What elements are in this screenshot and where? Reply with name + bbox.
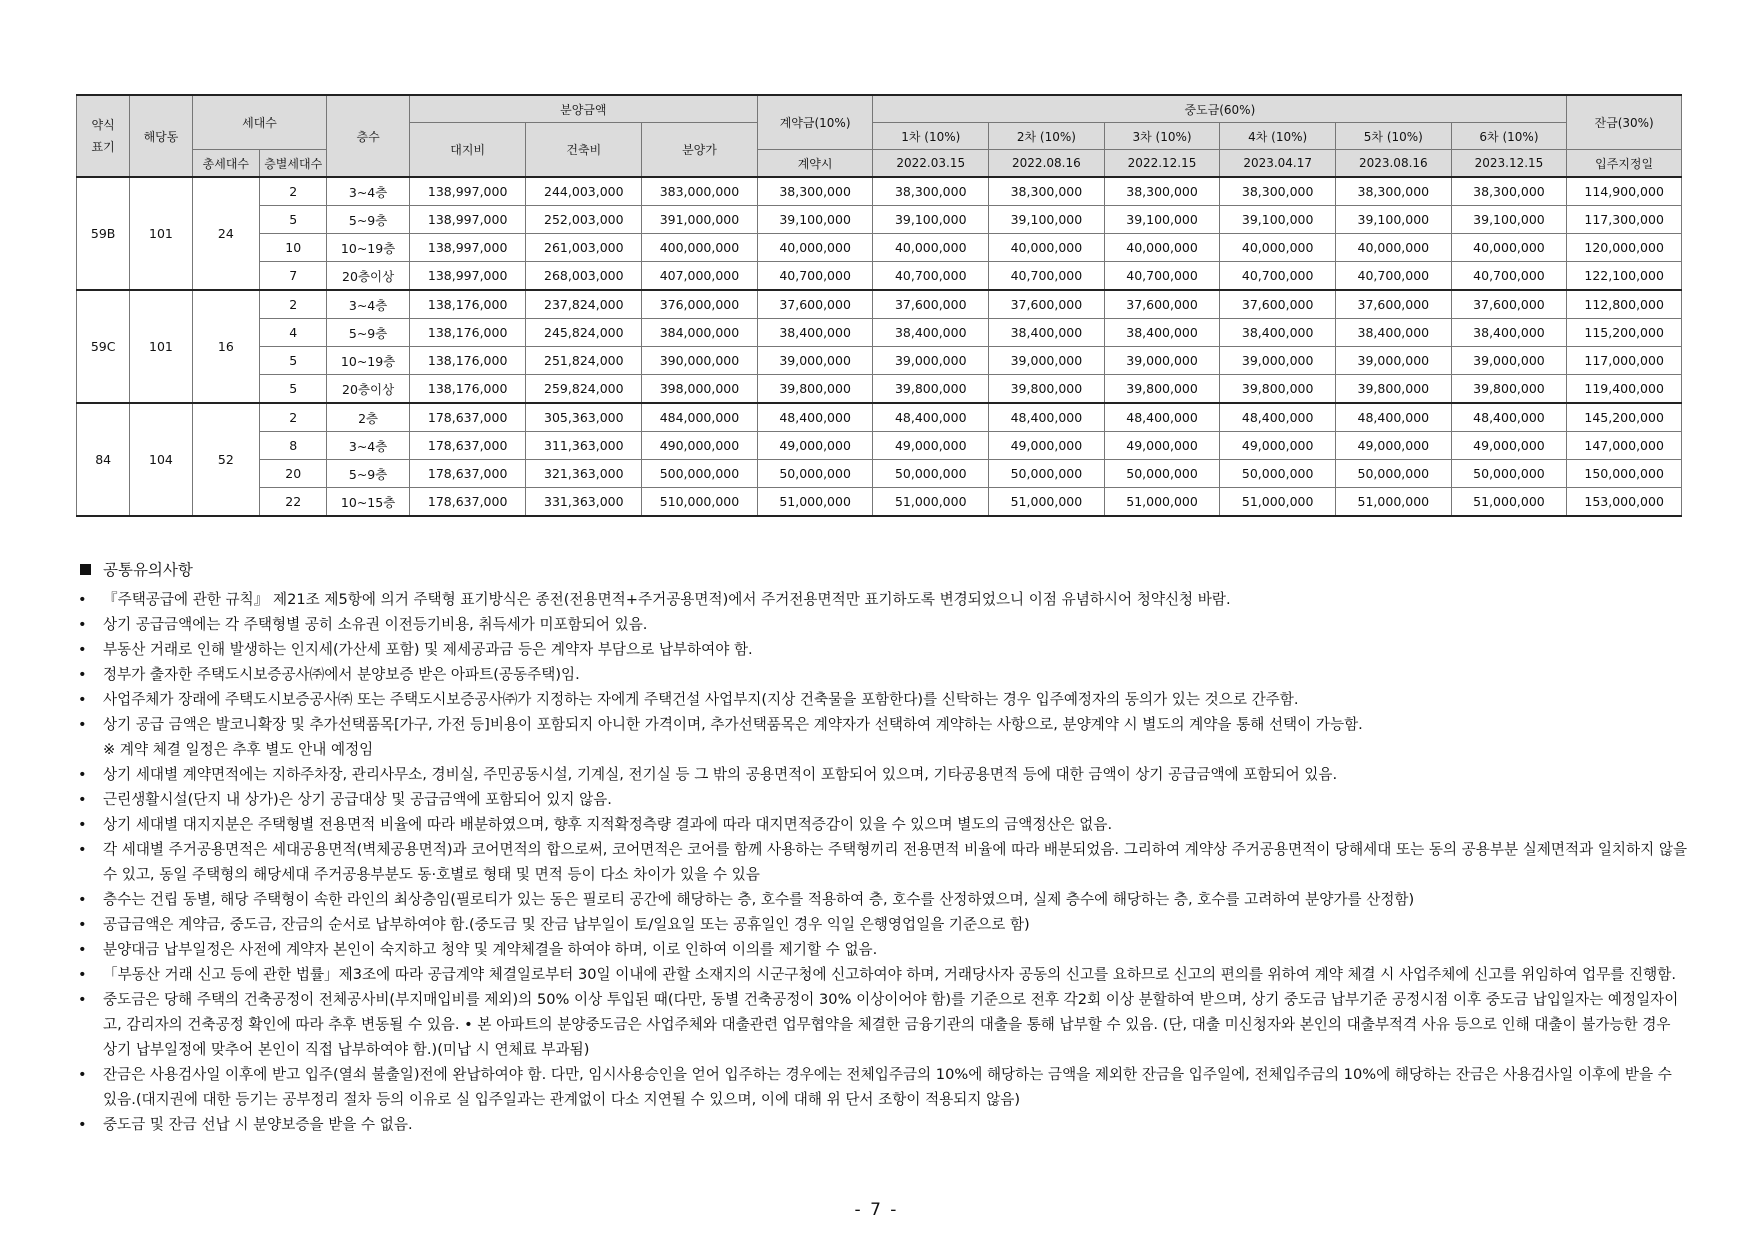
note-text: 상기 공급 금액은 발코니확장 및 추가선택품목[가구, 가전 등]비용이 포함되지 아니한 가격이며, 추가선택품목은 계약자가 선택하여 계약하는 사항으로, 분양계약 시 별도의 계약을 통해 선택이 가능함.: [103, 716, 1363, 733]
installment-cell: 39,100,000: [873, 206, 989, 234]
installment-cell: 38,400,000: [989, 319, 1105, 347]
building-cost-cell: 251,824,000: [526, 347, 642, 375]
header-households: 세대수: [192, 95, 327, 150]
installment-cell: 38,400,000: [873, 319, 989, 347]
installment-cell: 39,100,000: [1220, 206, 1336, 234]
installment-cell: 39,800,000: [1336, 375, 1452, 404]
header-installment-date: 2023.04.17: [1220, 150, 1336, 178]
supply-price-table: [76, 94, 1682, 517]
installment-cell: 37,600,000: [989, 290, 1105, 319]
floor-households-cell: 7: [260, 262, 327, 291]
note-text: 분양대금 납부일정은 사전에 계약자 본인이 숙지하고 청약 및 계약체결을 하여야 하며, 이로 인하여 이의를 제기할 수 없음.: [103, 941, 878, 958]
installment-cell: 51,000,000: [1336, 488, 1452, 517]
installment-cell: 51,000,000: [989, 488, 1105, 517]
note-item: [76, 612, 1688, 637]
installment-cell: 48,400,000: [989, 403, 1105, 432]
header-floor-households: 층별세대수: [260, 150, 327, 178]
header-building: 해당동: [130, 95, 192, 177]
floor-households-cell: 10: [260, 234, 327, 262]
table-row: [77, 262, 1682, 291]
installment-cell: 40,700,000: [1336, 262, 1452, 291]
note-text: 사업주체가 장래에 주택도시보증공사㈜ 또는 주택도시보증공사㈜가 지정하는 자에게 주택건설 사업부지(지상 건축물을 포함한다)를 신탁하는 경우 입주예정자의 동의가 있는 것으로 간주함.: [103, 691, 1299, 708]
floor-range-cell: 2층: [327, 403, 409, 432]
type-cell: 84: [77, 403, 130, 516]
note-text: 정부가 출자한 주택도시보증공사㈜에서 분양보증 받은 아파트(공동주택)임.: [103, 666, 580, 683]
balance-cell: 150,000,000: [1567, 460, 1682, 488]
type-cell: 59C: [77, 290, 130, 403]
table-row: [77, 460, 1682, 488]
building-cost-cell: 321,363,000: [526, 460, 642, 488]
building-cost-cell: 331,363,000: [526, 488, 642, 517]
installment-cell: 40,700,000: [1104, 262, 1220, 291]
land-cost-cell: 138,997,000: [409, 262, 526, 291]
table-body: [77, 177, 1682, 516]
installment-cell: 51,000,000: [1220, 488, 1336, 517]
installment-cell: 48,400,000: [873, 403, 989, 432]
header-installment-label: 5차 (10%): [1336, 123, 1452, 150]
deposit-cell: 37,600,000: [757, 290, 873, 319]
installment-cell: 50,000,000: [1336, 460, 1452, 488]
installment-cell: 38,300,000: [873, 177, 989, 206]
floor-range-cell: 20층이상: [327, 375, 409, 404]
floor-households-cell: 5: [260, 206, 327, 234]
deposit-cell: 39,000,000: [757, 347, 873, 375]
floor-range-cell: 10~15층: [327, 488, 409, 517]
installment-cell: 51,000,000: [1104, 488, 1220, 517]
header-installment-label: 2차 (10%): [989, 123, 1105, 150]
installment-cell: 38,300,000: [989, 177, 1105, 206]
installment-cell: 50,000,000: [1220, 460, 1336, 488]
header-type-label: 약식 표기: [77, 95, 130, 177]
installment-cell: 37,600,000: [1104, 290, 1220, 319]
header-installment-date: 2022.03.15: [873, 150, 989, 178]
table-row: [77, 403, 1682, 432]
note-item: [76, 1062, 1688, 1112]
floor-households-cell: 8: [260, 432, 327, 460]
sale-price-cell: 510,000,000: [642, 488, 758, 517]
sale-price-cell: 398,000,000: [642, 375, 758, 404]
header-balance-when: 입주지정일: [1567, 150, 1682, 178]
installment-cell: 39,000,000: [989, 347, 1105, 375]
installment-cell: 39,000,000: [1336, 347, 1452, 375]
sale-price-cell: 390,000,000: [642, 347, 758, 375]
notes-heading: [76, 558, 1688, 585]
note-text: 『주택공급에 관한 규칙』 제21조 제5항에 의거 주택형 표기방식은 종전(전용면적+주거공용면적)에서 주거전용면적만 표기하도록 변경되었으니 이점 유념하시어 청약신청 바람.: [103, 591, 1231, 608]
floor-range-cell: 3~4층: [327, 432, 409, 460]
land-cost-cell: 138,176,000: [409, 375, 526, 404]
installment-cell: 40,000,000: [873, 234, 989, 262]
installment-cell: 39,000,000: [873, 347, 989, 375]
floor-households-cell: 2: [260, 290, 327, 319]
header-deposit: 계약금(10%): [757, 95, 873, 150]
floor-range-cell: 3~4층: [327, 177, 409, 206]
installment-cell: 38,400,000: [1451, 319, 1567, 347]
installment-cell: 38,400,000: [1104, 319, 1220, 347]
installment-cell: 40,700,000: [1451, 262, 1567, 291]
installment-cell: 39,000,000: [1104, 347, 1220, 375]
note-text: 중도금은 당해 주택의 건축공정이 전체공사비(부지매입비를 제외)의 50% 이상 투입된 때(다만, 동별 건축공정이 30% 이상이어야 함)를 기준으로 전후 각2회 이상 분할하여 받으며, 상기 중도금 납부기준 공정시점 이후 중도금 납입일자는 예정일자이고, 감리자의 건축공정 확인에 따라 추후 변동될 수 있음. • 본 아파트의 분양중도금은 사업주체와 대출관련 업무협약을 체결한 금융기관의 대출을 통해 납부할 수 있음. (단, 대출 미신청자와 본인의 대출부적격 사유 등으로 인해 대출이 불가능한 경우 상기 납부일정에 맞추어 본인이 직접 납부하여야 함.)(미납 시 연체료 부과됨): [103, 991, 1679, 1058]
sale-price-cell: 391,000,000: [642, 206, 758, 234]
total-households-cell: 16: [192, 290, 259, 403]
note-item: [76, 887, 1688, 912]
installment-cell: 51,000,000: [873, 488, 989, 517]
note-item: [76, 987, 1688, 1062]
total-households-cell: 52: [192, 403, 259, 516]
table-row: [77, 206, 1682, 234]
note-text: 공급금액은 계약금, 중도금, 잔금의 순서로 납부하여야 함.(중도금 및 잔금 납부일이 토/일요일 또는 공휴일인 경우 익일 은행영업일을 기준으로 함): [103, 916, 1030, 933]
installment-cell: 39,800,000: [1451, 375, 1567, 404]
installment-cell: 38,400,000: [1336, 319, 1452, 347]
installment-cell: 38,400,000: [1220, 319, 1336, 347]
installment-cell: 48,400,000: [1336, 403, 1452, 432]
header-sale-price: 분양금액: [409, 95, 757, 123]
installment-cell: 38,300,000: [1336, 177, 1452, 206]
table-row: [77, 375, 1682, 404]
installment-cell: 38,300,000: [1220, 177, 1336, 206]
table-row: [77, 488, 1682, 517]
floor-households-cell: 22: [260, 488, 327, 517]
land-cost-cell: 138,997,000: [409, 234, 526, 262]
building-cost-cell: 268,003,000: [526, 262, 642, 291]
balance-cell: 117,300,000: [1567, 206, 1682, 234]
installment-cell: 39,100,000: [989, 206, 1105, 234]
note-text: 상기 세대별 계약면적에는 지하주차장, 관리사무소, 경비실, 주민공동시설, 기계실, 전기실 등 그 밖의 공용면적이 포함되어 있으며, 기타공용면적 등에 대한 금액이 상기 공급금액에 포함되어 있음.: [103, 766, 1338, 783]
balance-cell: 117,000,000: [1567, 347, 1682, 375]
note-text: 중도금 및 잔금 선납 시 분양보증을 받을 수 없음.: [103, 1116, 413, 1133]
type-cell: 59B: [77, 177, 130, 290]
header-floors: 층수: [327, 95, 409, 177]
installment-cell: 40,000,000: [1336, 234, 1452, 262]
land-cost-cell: 138,997,000: [409, 206, 526, 234]
note-item: [76, 762, 1688, 787]
building-cost-cell: 237,824,000: [526, 290, 642, 319]
sale-price-cell: 400,000,000: [642, 234, 758, 262]
table-row: [77, 347, 1682, 375]
note-item: [76, 1112, 1688, 1137]
common-notes-section: [76, 558, 1688, 1137]
land-cost-cell: 138,176,000: [409, 319, 526, 347]
installment-cell: 37,600,000: [1336, 290, 1452, 319]
installment-cell: 40,700,000: [989, 262, 1105, 291]
note-item: [76, 662, 1688, 687]
installment-cell: 37,600,000: [1220, 290, 1336, 319]
installment-cell: 50,000,000: [1451, 460, 1567, 488]
installment-cell: 49,000,000: [1104, 432, 1220, 460]
deposit-cell: 50,000,000: [757, 460, 873, 488]
floor-range-cell: 3~4층: [327, 290, 409, 319]
table-row: [77, 290, 1682, 319]
floor-households-cell: 2: [260, 403, 327, 432]
building-cell: 101: [130, 177, 192, 290]
header-installment-label: 6차 (10%): [1451, 123, 1567, 150]
land-cost-cell: 138,176,000: [409, 347, 526, 375]
header-deposit-when: 계약시: [757, 150, 873, 178]
deposit-cell: 40,000,000: [757, 234, 873, 262]
land-cost-cell: 178,637,000: [409, 488, 526, 517]
building-cell: 104: [130, 403, 192, 516]
floor-range-cell: 5~9층: [327, 460, 409, 488]
table-row: [77, 319, 1682, 347]
installment-cell: 39,100,000: [1451, 206, 1567, 234]
installment-cell: 37,600,000: [1451, 290, 1567, 319]
header-installment-label: 1차 (10%): [873, 123, 989, 150]
notes-list: [76, 587, 1688, 1137]
note-item: [76, 587, 1688, 612]
building-cost-cell: 311,363,000: [526, 432, 642, 460]
floor-range-cell: 5~9층: [327, 319, 409, 347]
land-cost-cell: 138,997,000: [409, 177, 526, 206]
installment-cell: 49,000,000: [1336, 432, 1452, 460]
building-cost-cell: 305,363,000: [526, 403, 642, 432]
installment-cell: 50,000,000: [873, 460, 989, 488]
installment-cell: 49,000,000: [989, 432, 1105, 460]
notes-heading-text: 공통유의사항: [103, 561, 193, 579]
installment-cell: 38,300,000: [1451, 177, 1567, 206]
table-row: [77, 177, 1682, 206]
header-installment-label: 4차 (10%): [1220, 123, 1336, 150]
building-cell: 101: [130, 290, 192, 403]
header-total-households: 총세대수: [192, 150, 259, 178]
header-installment-label: 3차 (10%): [1104, 123, 1220, 150]
installment-cell: 39,800,000: [1220, 375, 1336, 404]
balance-cell: 145,200,000: [1567, 403, 1682, 432]
building-cost-cell: 245,824,000: [526, 319, 642, 347]
installment-cell: 39,800,000: [873, 375, 989, 404]
deposit-cell: 51,000,000: [757, 488, 873, 517]
installment-cell: 39,100,000: [1336, 206, 1452, 234]
note-item: [76, 712, 1688, 762]
deposit-cell: 39,100,000: [757, 206, 873, 234]
balance-cell: 115,200,000: [1567, 319, 1682, 347]
balance-cell: 112,800,000: [1567, 290, 1682, 319]
sale-price-cell: 384,000,000: [642, 319, 758, 347]
installment-cell: 51,000,000: [1451, 488, 1567, 517]
total-households-cell: 24: [192, 177, 259, 290]
installment-cell: 39,800,000: [989, 375, 1105, 404]
installment-cell: 39,100,000: [1104, 206, 1220, 234]
note-text: 각 세대별 주거공용면적은 세대공용면적(벽체공용면적)과 코어면적의 합으로써, 코어면적은 코어를 함께 사용하는 주택형끼리 전용면적 비율에 따라 배분되었음. 그리하여 계약상 주거공용면적이 당해세대 또는 동의 공용부분 실제면적과 일치하지 않을 수 있고, 동일 주택형의 해당세대 주거공용부분도 동·호별로 형태 및 면적 등이 다소 차이가 있을 수 있음: [103, 841, 1688, 883]
note-item: [76, 937, 1688, 962]
installment-cell: 48,400,000: [1104, 403, 1220, 432]
balance-cell: 120,000,000: [1567, 234, 1682, 262]
note-text: 부동산 거래로 인해 발생하는 인지세(가산세 포함) 및 제세공과금 등은 계약자 부담으로 납부하여야 함.: [103, 641, 753, 658]
floor-households-cell: 20: [260, 460, 327, 488]
floor-range-cell: 20층이상: [327, 262, 409, 291]
header-balance: 잔금(30%): [1567, 95, 1682, 150]
header-installment-date: 2022.08.16: [989, 150, 1105, 178]
note-text: 상기 세대별 대지지분은 주택형별 전용면적 비율에 따라 배분하였으며, 향후 지적확정측량 결과에 따라 대지면적증감이 있을 수 있으며 별도의 금액정산은 없음.: [103, 816, 1113, 833]
deposit-cell: 39,800,000: [757, 375, 873, 404]
installment-cell: 39,000,000: [1220, 347, 1336, 375]
note-item: [76, 787, 1688, 812]
deposit-cell: 40,700,000: [757, 262, 873, 291]
installment-cell: 39,000,000: [1451, 347, 1567, 375]
floor-households-cell: 5: [260, 347, 327, 375]
table-header: [77, 95, 1682, 177]
installment-cell: 40,000,000: [1451, 234, 1567, 262]
page-number: - 7 -: [854, 1200, 899, 1220]
deposit-cell: 38,400,000: [757, 319, 873, 347]
table-row: [77, 234, 1682, 262]
building-cost-cell: 252,003,000: [526, 206, 642, 234]
deposit-cell: 48,400,000: [757, 403, 873, 432]
table-row: [77, 432, 1682, 460]
note-subtext: ※ 계약 체결 일정은 추후 별도 안내 예정임: [103, 741, 374, 758]
note-text: 층수는 건립 동별, 해당 주택형이 속한 라인의 최상층임(필로티가 있는 동은 필로티 공간에 해당하는 층, 호수를 적용하여 층, 호수를 산정하였으며, 실제 층수에 해당하는 층, 호수를 고려하여 분양가를 산정함): [103, 891, 1415, 908]
note-item: [76, 812, 1688, 837]
installment-cell: 49,000,000: [1220, 432, 1336, 460]
installment-cell: 50,000,000: [989, 460, 1105, 488]
installment-cell: 40,000,000: [989, 234, 1105, 262]
land-cost-cell: 178,637,000: [409, 403, 526, 432]
building-cost-cell: 259,824,000: [526, 375, 642, 404]
balance-cell: 147,000,000: [1567, 432, 1682, 460]
sale-price-cell: 383,000,000: [642, 177, 758, 206]
installment-cell: 48,400,000: [1220, 403, 1336, 432]
header-land-cost: 대지비: [409, 123, 526, 178]
header-middle-payment: 중도금(60%): [873, 95, 1567, 123]
building-cost-cell: 261,003,000: [526, 234, 642, 262]
floor-range-cell: 10~19층: [327, 234, 409, 262]
square-bullet-icon: [80, 564, 91, 575]
sale-price-cell: 500,000,000: [642, 460, 758, 488]
installment-cell: 49,000,000: [1451, 432, 1567, 460]
installment-cell: 40,000,000: [1104, 234, 1220, 262]
header-installment-date: 2022.12.15: [1104, 150, 1220, 178]
note-text: 잔금은 사용검사일 이후에 받고 입주(열쇠 불출일)전에 완납하여야 함. 다만, 임시사용승인을 얻어 입주하는 경우에는 전체입주금의 10%에 해당하는 금액을 제외한 잔금을 입주일에, 전체입주금의 10%에 해당하는 잔금은 사용검사일 이후에 받을 수 있음.(대지권에 대한 등기는 공부정리 절차 등의 이유로 실 입주일과는 관계없이 다소 지연될 수 있으며, 이에 대해 위 단서 조항이 적용되지 않음): [103, 1066, 1672, 1108]
note-text: 근린생활시설(단지 내 상가)은 상기 공급대상 및 공급금액에 포함되어 있지 않음.: [103, 791, 612, 808]
installment-cell: 50,000,000: [1104, 460, 1220, 488]
balance-cell: 153,000,000: [1567, 488, 1682, 517]
header-sale-price-total: 분양가: [642, 123, 758, 178]
sale-price-cell: 407,000,000: [642, 262, 758, 291]
land-cost-cell: 138,176,000: [409, 290, 526, 319]
installment-cell: 48,400,000: [1451, 403, 1567, 432]
note-item: [76, 962, 1688, 987]
sale-price-cell: 484,000,000: [642, 403, 758, 432]
installment-cell: 40,000,000: [1220, 234, 1336, 262]
installment-cell: 39,800,000: [1104, 375, 1220, 404]
installment-cell: 40,700,000: [1220, 262, 1336, 291]
note-text: 「부동산 거래 신고 등에 관한 법률」제3조에 따라 공급계약 체결일로부터 30일 이내에 관할 소재지의 시군구청에 신고하여야 하며, 거래당사자 공동의 신고를 요하므로 신고의 편의를 위하여 계약 체결 시 사업주체에 신고를 위임하여 업무를 진행함.: [103, 966, 1676, 983]
installment-cell: 37,600,000: [873, 290, 989, 319]
note-text: 상기 공급금액에는 각 주택형별 공히 소유권 이전등기비용, 취득세가 미포함되어 있음.: [103, 616, 648, 633]
floor-households-cell: 4: [260, 319, 327, 347]
balance-cell: 114,900,000: [1567, 177, 1682, 206]
building-cost-cell: 244,003,000: [526, 177, 642, 206]
header-installment-date: 2023.08.16: [1336, 150, 1452, 178]
floor-range-cell: 10~19층: [327, 347, 409, 375]
sale-price-cell: 376,000,000: [642, 290, 758, 319]
installment-cell: 40,700,000: [873, 262, 989, 291]
floor-range-cell: 5~9층: [327, 206, 409, 234]
note-item: [76, 637, 1688, 662]
land-cost-cell: 178,637,000: [409, 460, 526, 488]
installment-cell: 49,000,000: [873, 432, 989, 460]
land-cost-cell: 178,637,000: [409, 432, 526, 460]
floor-households-cell: 2: [260, 177, 327, 206]
deposit-cell: 49,000,000: [757, 432, 873, 460]
note-item: [76, 837, 1688, 887]
floor-households-cell: 5: [260, 375, 327, 404]
note-item: [76, 687, 1688, 712]
balance-cell: 122,100,000: [1567, 262, 1682, 291]
balance-cell: 119,400,000: [1567, 375, 1682, 404]
installment-cell: 38,300,000: [1104, 177, 1220, 206]
header-installment-date: 2023.12.15: [1451, 150, 1567, 178]
header-building-cost: 건축비: [526, 123, 642, 178]
deposit-cell: 38,300,000: [757, 177, 873, 206]
sale-price-cell: 490,000,000: [642, 432, 758, 460]
note-item: [76, 912, 1688, 937]
